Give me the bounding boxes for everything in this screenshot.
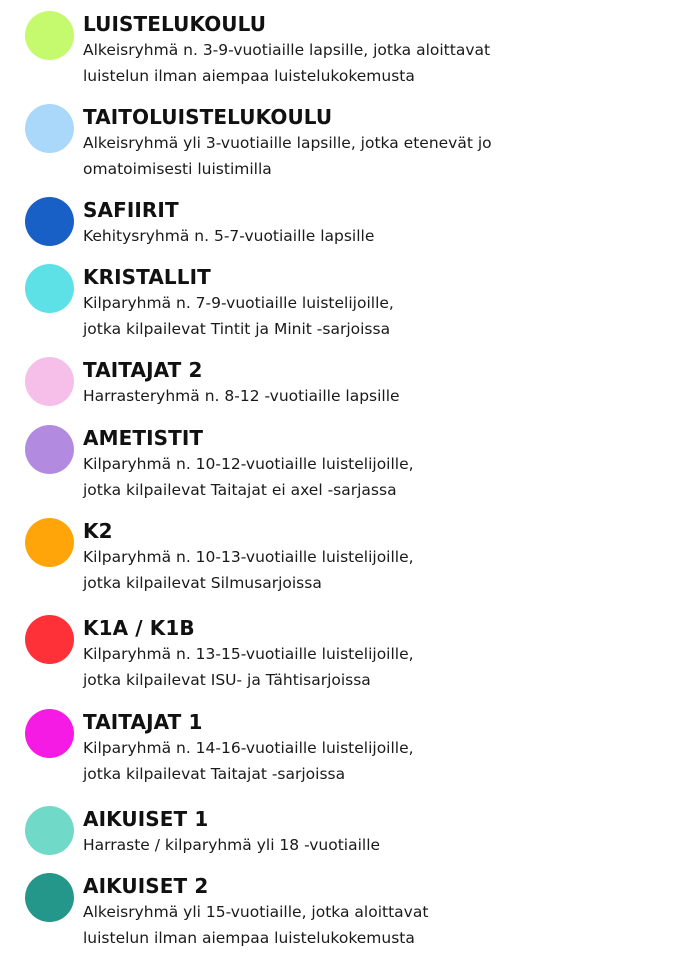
group-title: AIKUISET 1	[83, 807, 209, 831]
group-title: TAITAJAT 1	[83, 710, 203, 734]
color-dot-icon	[25, 357, 74, 406]
color-dot-icon	[25, 806, 74, 855]
group-title: LUISTELUKOULU	[83, 12, 267, 36]
group-description-line: jotka kilpailevat Taitajat -sarjoissa	[83, 765, 346, 783]
group-description-line: Kilparyhmä n. 13-15-vuotiaille luistelijoille,	[83, 645, 414, 663]
group-description-line: jotka kilpailevat Tintit ja Minit -sarjoissa	[83, 320, 391, 338]
group-title: K1A / K1B	[83, 616, 195, 640]
color-dot-icon	[25, 11, 74, 60]
group-description-line: jotka kilpailevat Silmusarjoissa	[83, 574, 322, 592]
group-description-line: Kehitysryhmä n. 5-7-vuotiaille lapsille	[83, 227, 375, 245]
group-title: TAITOLUISTELUKOULU	[83, 105, 333, 129]
color-dot-icon	[25, 873, 74, 922]
group-description-line: Kilparyhmä n. 7-9-vuotiaille luistelijoille,	[83, 294, 394, 312]
group-description-line: Kilparyhmä n. 10-13-vuotiaille luistelijoille,	[83, 548, 414, 566]
color-dot-icon	[25, 615, 74, 664]
group-description-line: Harrasteryhmä n. 8-12 -vuotiaille lapsille	[83, 387, 400, 405]
group-description-line: luistelun ilman aiempaa luistelukokemusta	[83, 929, 415, 947]
color-dot-icon	[25, 104, 74, 153]
group-description-line: luistelun ilman aiempaa luistelukokemusta	[83, 67, 415, 85]
group-title: KRISTALLIT	[83, 265, 211, 289]
group-description-line: jotka kilpailevat ISU- ja Tähtisarjoissa	[83, 671, 371, 689]
group-title: TAITAJAT 2	[83, 358, 203, 382]
group-title: AIKUISET 2	[83, 874, 209, 898]
group-description-line: Alkeisryhmä n. 3-9-vuotiaille lapsille, jotka aloittavat	[83, 41, 491, 59]
color-dot-icon	[25, 425, 74, 474]
group-title: AMETISTIT	[83, 426, 204, 450]
color-dot-icon	[25, 518, 74, 567]
group-description-line: Harraste / kilparyhmä yli 18 -vuotiaille	[83, 836, 381, 854]
group-description-line: Alkeisryhmä yli 3-vuotiaille lapsille, jotka etenevät jo	[83, 134, 492, 152]
color-dot-icon	[25, 709, 74, 758]
group-description-line: jotka kilpailevat Taitajat ei axel -sarjassa	[83, 481, 397, 499]
color-dot-icon	[25, 197, 74, 246]
color-dot-icon	[25, 264, 74, 313]
group-description-line: Kilparyhmä n. 10-12-vuotiaille luistelijoille,	[83, 455, 414, 473]
group-title: K2	[83, 519, 113, 543]
group-description-line: Kilparyhmä n. 14-16-vuotiaille luistelijoille,	[83, 739, 414, 757]
group-description-line: omatoimisesti luistimilla	[83, 160, 272, 178]
group-description-line: Alkeisryhmä yli 15-vuotiaille, jotka aloittavat	[83, 903, 429, 921]
group-title: SAFIIRIT	[83, 198, 179, 222]
